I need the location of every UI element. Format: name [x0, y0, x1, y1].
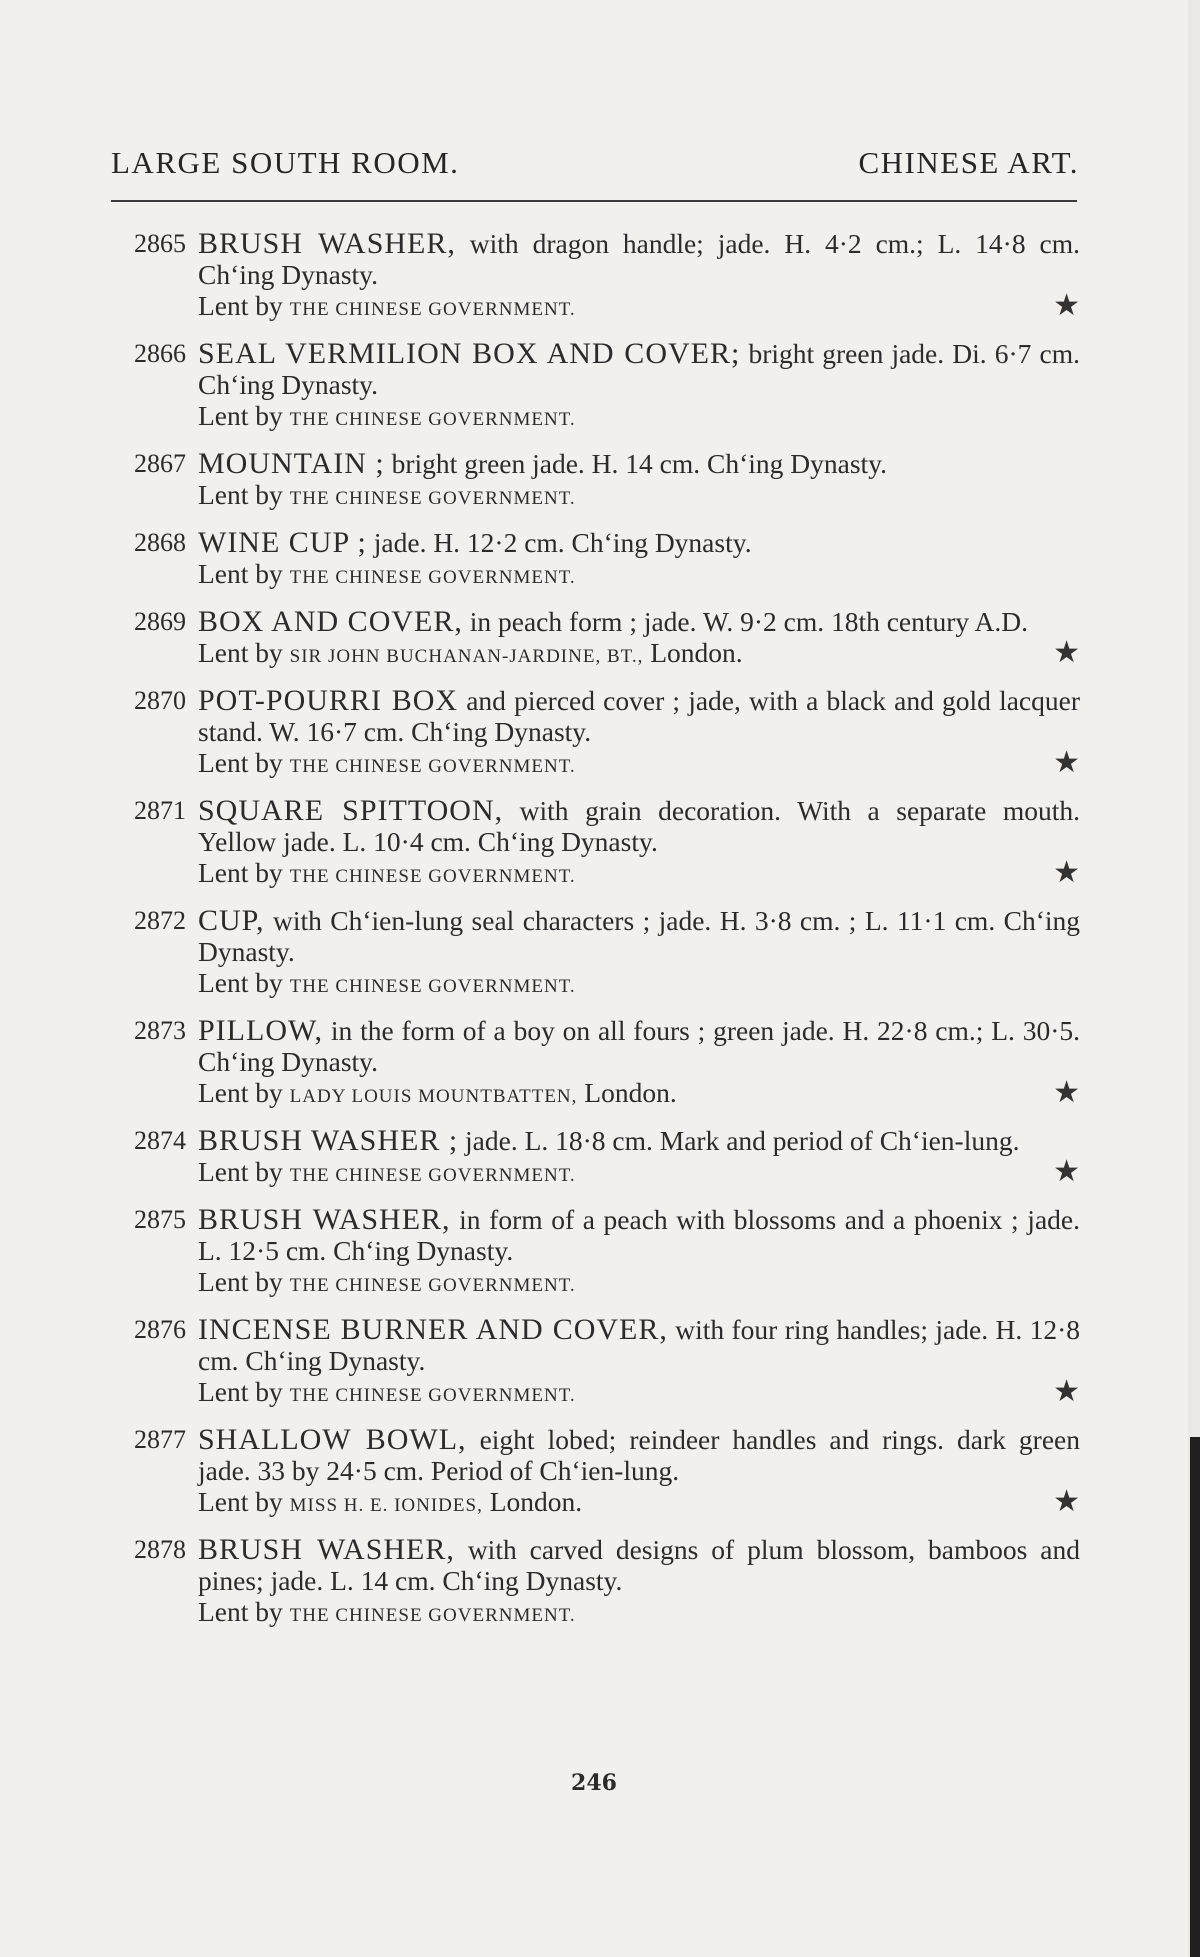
entry-description	[198, 1015, 1080, 1077]
entry-number: 2874	[134, 1126, 186, 1155]
lent-by-label: Lent by	[198, 290, 283, 321]
lender-name: THE CHINESE GOVERNMENT.	[289, 866, 576, 887]
entry-number: 2871	[134, 796, 186, 825]
entry-number: 2865	[134, 229, 186, 258]
entry-number: 2872	[134, 906, 186, 935]
star-icon: ★	[1053, 1374, 1080, 1409]
entry-number: 2878	[134, 1535, 186, 1564]
entry-lender-line	[198, 1156, 1080, 1191]
entry-description	[198, 228, 1080, 290]
entry-details: jade. H. 12·2 cm. Ch‘ing Dynasty.	[366, 527, 752, 558]
entry-number: 2870	[134, 686, 186, 715]
entry-lender-line	[198, 479, 1080, 514]
entry-details: in form of a peach with blossoms and a phoenix ; jade. L. 12·5 cm. Ch‘ing Dynasty.	[198, 1204, 1080, 1266]
lent-by-label: Lent by	[198, 558, 283, 589]
catalogue-entry	[90, 685, 1080, 782]
entry-details: with Ch‘ien-lung seal characters ; jade. H. 3·8 cm. ; L. 11·1 cm. Ch‘ing Dynasty.	[198, 905, 1080, 967]
page-number: 246	[571, 1770, 617, 1796]
entry-title: BRUSH WASHER ;	[198, 1124, 459, 1157]
entry-description	[198, 1534, 1080, 1596]
entry-body	[198, 338, 1080, 435]
lender-name: THE CHINESE GOVERNMENT.	[289, 756, 576, 777]
lent-by-label: Lent by	[198, 1266, 283, 1297]
catalogue-entry	[90, 606, 1080, 672]
lender-name: THE CHINESE GOVERNMENT.	[289, 1275, 576, 1296]
catalogue-entry	[90, 905, 1080, 1002]
lender-name: THE CHINESE GOVERNMENT.	[289, 567, 576, 588]
entry-title: SQUARE SPITTOON,	[198, 794, 504, 827]
entry-details: eight lobed; reindeer handles and rings. dark green jade. 33 by 24·5 cm. Period of Ch‘ien-lung.	[198, 1424, 1080, 1486]
entry-number: 2868	[134, 528, 186, 557]
entry-description	[198, 905, 1080, 967]
entry-lender-line	[198, 747, 1080, 782]
entry-description	[198, 448, 1080, 479]
star-icon: ★	[1053, 1075, 1080, 1110]
entry-description	[198, 1314, 1080, 1376]
entry-body	[198, 795, 1080, 892]
lent-by-label: Lent by	[198, 1156, 283, 1187]
entry-description	[198, 685, 1080, 747]
entry-body	[198, 527, 1080, 593]
entry-details: with four ring handles; jade. H. 12·8 cm. Ch‘ing Dynasty.	[198, 1314, 1080, 1376]
header-rule	[111, 200, 1077, 202]
entry-title: PILLOW,	[198, 1014, 324, 1047]
star-icon: ★	[1053, 855, 1080, 890]
catalogue-entries	[90, 228, 1080, 1644]
entry-body	[198, 905, 1080, 1002]
entry-lender-line	[198, 857, 1080, 892]
star-icon: ★	[1053, 635, 1080, 670]
entry-lender-line	[198, 290, 1080, 325]
entry-description	[198, 338, 1080, 400]
lent-by-label: Lent by	[198, 479, 283, 510]
lent-by-label: Lent by	[198, 1486, 283, 1517]
catalogue-entry	[90, 1125, 1080, 1191]
entry-details: with grain decoration. With a separate mouth. Yellow jade. L. 10·4 cm. Ch‘ing Dynasty.	[198, 795, 1080, 857]
catalogue-entry	[90, 338, 1080, 435]
entry-description	[198, 606, 1080, 637]
lender-name: MISS H. E. IONIDES,	[289, 1495, 483, 1516]
entry-description	[198, 1204, 1080, 1266]
lender-name: THE CHINESE GOVERNMENT.	[289, 1605, 576, 1626]
star-icon: ★	[1053, 1484, 1080, 1519]
entry-title: MOUNTAIN ;	[198, 447, 385, 480]
running-header	[111, 145, 1079, 181]
entry-title: WINE CUP ;	[198, 526, 367, 559]
entry-number: 2867	[134, 449, 186, 478]
lender-name: THE CHINESE GOVERNMENT.	[289, 1165, 576, 1186]
lent-by-label: Lent by	[198, 400, 283, 431]
catalogue-entry	[90, 228, 1080, 325]
entry-body	[198, 1314, 1080, 1411]
lent-by-label: Lent by	[198, 1596, 283, 1627]
entry-body	[198, 228, 1080, 325]
entry-body	[198, 1534, 1080, 1631]
lender-name: SIR JOHN BUCHANAN-JARDINE, BT.,	[289, 646, 644, 667]
entry-title: SHALLOW BOWL,	[198, 1423, 467, 1456]
star-icon: ★	[1053, 1154, 1080, 1189]
entry-title: BOX AND COVER,	[198, 605, 463, 638]
catalogue-entry	[90, 1314, 1080, 1411]
entry-body	[198, 685, 1080, 782]
entry-lender-line	[198, 1376, 1080, 1411]
entry-body	[198, 1424, 1080, 1521]
lender-name: THE CHINESE GOVERNMENT.	[289, 299, 576, 320]
lender-name: THE CHINESE GOVERNMENT.	[289, 409, 576, 430]
entry-details: bright green jade. Di. 6·7 cm. Ch‘ing Dynasty.	[198, 338, 1080, 400]
entry-number: 2869	[134, 607, 186, 636]
lender-name: THE CHINESE GOVERNMENT.	[289, 976, 576, 997]
catalogue-entry	[90, 1534, 1080, 1631]
entry-description	[198, 1125, 1080, 1156]
entry-lender-line	[198, 1486, 1080, 1521]
entry-number: 2875	[134, 1205, 186, 1234]
entry-body	[198, 1204, 1080, 1301]
catalogue-entry	[90, 527, 1080, 593]
page-edge-shadow	[1190, 1437, 1200, 1957]
entry-details: and pierced cover ; jade, with a black and gold lacquer stand. W. 16·7 cm. Ch‘ing Dynasty.	[198, 685, 1080, 747]
star-icon: ★	[1053, 745, 1080, 780]
lent-by-label: Lent by	[198, 857, 283, 888]
catalogue-entry	[90, 1015, 1080, 1112]
entry-title: CUP,	[198, 904, 265, 937]
lender-name: THE CHINESE GOVERNMENT.	[289, 1385, 576, 1406]
entry-number: 2876	[134, 1315, 186, 1344]
catalogue-entry	[90, 448, 1080, 514]
entry-lender-line	[198, 400, 1080, 435]
star-icon: ★	[1053, 288, 1080, 323]
lender-location: London.	[577, 1077, 677, 1108]
entry-body	[198, 1125, 1080, 1191]
entry-details: with dragon handle; jade. H. 4·2 cm.; L. 14·8 cm. Ch‘ing Dynasty.	[198, 228, 1080, 290]
entry-body	[198, 1015, 1080, 1112]
entry-title: BRUSH WASHER,	[198, 1203, 451, 1236]
lent-by-label: Lent by	[198, 1376, 283, 1407]
lender-name: LADY LOUIS MOUNTBATTEN,	[289, 1086, 578, 1107]
header-room: LARGE SOUTH ROOM.	[111, 145, 460, 180]
lender-location: London.	[482, 1486, 583, 1517]
entry-number: 2873	[134, 1016, 186, 1045]
entry-lender-line	[198, 1077, 1080, 1112]
entry-lender-line	[198, 558, 1080, 593]
catalogue-entry	[90, 1204, 1080, 1301]
lent-by-label: Lent by	[198, 967, 283, 998]
entry-details: jade. L. 18·8 cm. Mark and period of Ch‘ien-lung.	[458, 1125, 1020, 1156]
header-section: CHINESE ART.	[858, 145, 1079, 180]
entry-lender-line	[198, 1596, 1080, 1631]
entry-body	[198, 448, 1080, 514]
lender-name: THE CHINESE GOVERNMENT.	[289, 488, 576, 509]
entry-body	[198, 606, 1080, 672]
entry-title: SEAL VERMILION BOX AND COVER;	[198, 337, 741, 370]
entry-lender-line	[198, 967, 1080, 1002]
entry-number: 2866	[134, 339, 186, 368]
lender-location: London.	[643, 637, 743, 668]
entry-lender-line	[198, 637, 1080, 672]
entry-details: with carved designs of plum blossom, bamboos and pines; jade. L. 14 cm. Ch‘ing Dynasty.	[198, 1534, 1080, 1596]
entry-description	[198, 1424, 1080, 1486]
entry-number: 2877	[134, 1425, 186, 1454]
lent-by-label: Lent by	[198, 747, 283, 778]
entry-lender-line	[198, 1266, 1080, 1301]
entry-title: INCENSE BURNER AND COVER,	[198, 1313, 668, 1346]
catalogue-entry	[90, 795, 1080, 892]
lent-by-label: Lent by	[198, 637, 283, 668]
lent-by-label: Lent by	[198, 1077, 283, 1108]
entry-details: bright green jade. H. 14 cm. Ch‘ing Dynasty.	[384, 448, 888, 479]
catalogue-entry	[90, 1424, 1080, 1521]
entry-title: BRUSH WASHER,	[198, 1533, 455, 1566]
entry-details: in the form of a boy on all fours ; green jade. H. 22·8 cm.; L. 30·5. Ch‘ing Dynasty.	[198, 1015, 1080, 1077]
entry-details: in peach form ; jade. W. 9·2 cm. 18th century A.D.	[462, 606, 1029, 637]
entry-title: BRUSH WASHER,	[198, 227, 456, 260]
entry-description	[198, 527, 1080, 558]
entry-description	[198, 795, 1080, 857]
entry-title: POT-POURRI BOX	[198, 684, 459, 717]
